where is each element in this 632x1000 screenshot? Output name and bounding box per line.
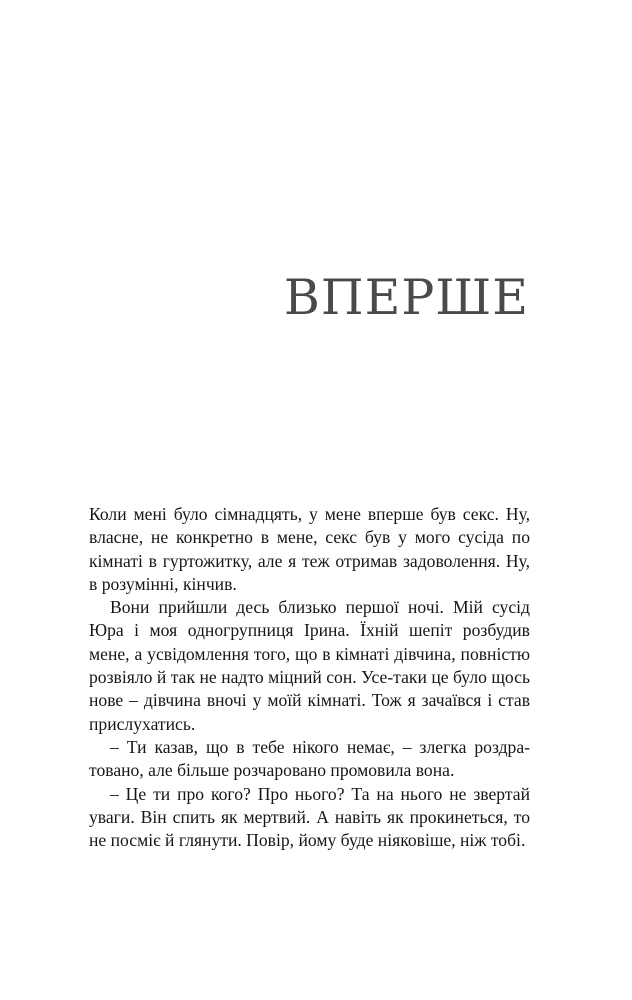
- chapter-title: ВПЕРШЕ: [283, 269, 529, 326]
- chapter-body: [89, 503, 530, 852]
- paragraph: – Це ти про кого? Про нього? Та на нього не звертай уваги. Він спить як мертвий. А навіть як прокинеться, то не посміє й глянути. Повір, йому буде ніяковіше, ніж тобі.: [89, 783, 530, 851]
- paragraph: Коли мені було сімнадцять, у мене вперше був секс. Ну, власне, не конкретно в мене, секс був у мого сусіда по кімнаті в гуртожитку, але я теж отримав задоволення. Ну, в розумінні, кінчив.: [89, 504, 530, 594]
- paragraph: Вони прийшли десь близько першої ночі. Мій сусід Юра і моя одногрупниця Ірина. Їхній шепіт розбудив мене, а усвідомлення того, що в кімнаті дівчина, повністю розвіяло й так не надто міцний сон. Усе-таки це було щось нове – дівчина вночі у моїй кімнаті. Тож я зачаївся і став прислухатись.: [89, 597, 530, 734]
- paragraph: – Ти казав, що в тебе нікого немає, – злегка роздратовано, але більше розчаровано промовила вона.: [89, 736, 530, 781]
